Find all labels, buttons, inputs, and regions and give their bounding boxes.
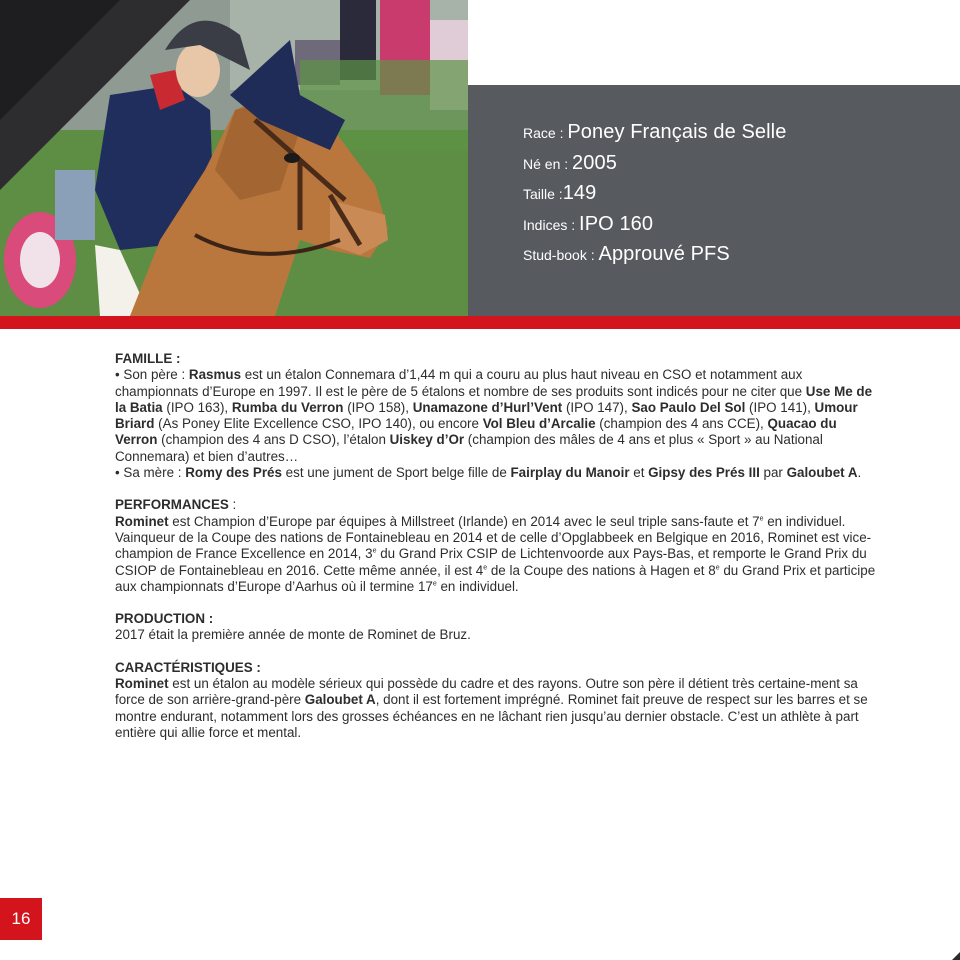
text: : [228, 497, 237, 513]
famille-pere-paragraph [115, 367, 880, 465]
info-label: Né en : [523, 155, 573, 172]
text: (IPO 141), [745, 399, 815, 415]
info-row-height [523, 182, 786, 213]
info-value: 149 [562, 182, 597, 204]
info-label: Race : [523, 125, 568, 141]
red-divider-band [0, 316, 960, 329]
article-body [115, 351, 880, 741]
text: est un étalon Connemara d’1,44 m qui a couru au plus haut niveau en CSO et notamment aux championnats d’Europe en 1997. Il est le père de 5 étalons et nombre de ses produits sont indicés pour ne citer que [115, 367, 806, 399]
production-paragraph: 2017 était la première année de monte de Rominet de Bruz. [115, 627, 471, 643]
heading-text: PERFORMANCES [115, 497, 229, 513]
ordinal-suffix: e [715, 564, 720, 572]
corner-mark [952, 952, 960, 960]
ordinal-suffix: e [483, 564, 488, 572]
performances-heading [115, 497, 880, 513]
text: en individuel. [763, 513, 846, 529]
info-label: Taille : [523, 186, 563, 202]
info-row-indices [523, 213, 786, 244]
ordinal-suffix: e [759, 515, 764, 523]
offspring-name: Vol Bleu d’Arcalie [482, 416, 596, 432]
text: du Grand Prix et participe aux championnats d’Europe d’Aarhus où il termine 17 [115, 562, 876, 594]
text: • Son père : [115, 367, 189, 383]
text: de la Coupe des nations à Hagen et 8 [487, 562, 716, 578]
offspring-name: Use Me de la Batia [115, 383, 873, 415]
text: . [857, 465, 862, 481]
text: , dont il est fortement imprégné. Rominet fait preuve de respect sur les barres et se montre endurant, notamment lors des grosses échéances en ne lâchant rien jusqu’au dernier obstacle. C’est un athlète à part entière qui allie force et mental. [115, 692, 868, 740]
ordinal-suffix: e [372, 547, 377, 555]
caracteristiques-heading: CARACTÉRISTIQUES : [115, 659, 261, 675]
production-heading: PRODUCTION : [115, 611, 214, 627]
horse-info-panel [468, 85, 960, 316]
famille-heading: FAMILLE : [115, 351, 181, 366]
text: est un étalon au modèle sérieux qui possède du cadre et des rayons. Outre son père il détient très certaine-ment sa force de son arrière-grand-père [115, 676, 858, 708]
dam-name: Romy des Prés [185, 465, 282, 481]
sire-name: Rasmus [188, 367, 242, 383]
text: (IPO 147), [562, 399, 632, 415]
performances-paragraph-2 [115, 530, 880, 595]
ancestor-name: Galoubet A [304, 692, 376, 708]
text: est Champion d’Europe par équipes à Millstreet (Irlande) en 2014 avec le seul triple sans-faute et 7 [168, 513, 760, 529]
text: (IPO 163), [162, 399, 232, 415]
offspring-name: Uiskey d’Or [389, 432, 465, 448]
text: est une jument de Sport belge fille de [281, 465, 511, 481]
info-row-race [523, 121, 786, 152]
text: (champion des 4 ans D CSO), l’étalon [157, 432, 390, 448]
text: (As Poney Elite Excellence CSO, IPO 140), ou encore [154, 416, 483, 432]
text: en individuel. [436, 578, 519, 594]
rider-horse-illustration [0, 0, 468, 316]
info-value: Approuvé PFS [598, 243, 730, 265]
info-label: Indices : [523, 216, 580, 233]
info-value: Poney Français de Selle [567, 121, 787, 143]
text: (champion des 4 ans CCE), [595, 416, 768, 432]
text: et [629, 465, 649, 481]
info-value: IPO 160 [579, 212, 654, 235]
caracteristiques-paragraph [115, 676, 880, 741]
offspring-name: Unamazone d’Hurl’Vent [412, 399, 563, 415]
text: • Sa mère : [115, 465, 186, 481]
horse-name: Rominet [115, 513, 169, 529]
text: (champion des mâles de 4 ans et plus « Sport » au National Connemara) et bien d’autres… [115, 432, 823, 464]
famille-mere-paragraph [115, 465, 880, 481]
offspring-name: Sao Paulo Del Sol [631, 399, 746, 415]
ancestor-name: Galoubet A [786, 465, 858, 481]
offspring-name: Umour Briard [115, 399, 858, 432]
ordinal-suffix: e [432, 580, 437, 588]
info-list [523, 121, 786, 274]
info-value: 2005 [572, 151, 617, 174]
text: (IPO 158), [343, 399, 413, 415]
text: par [759, 465, 787, 481]
info-label: Stud-book : [523, 247, 599, 263]
info-row-studbook [523, 243, 786, 274]
horse-name: Rominet [115, 676, 169, 692]
ancestor-name: Gipsy des Prés III [648, 465, 760, 481]
hero-photo [0, 0, 468, 316]
text: du Grand Prix CSIP de Lichtenvoorde aux Pays-Bas, et remporte le Grand Prix du CSIOP de Fontainebleau en 2016. Cette même année, il est 4 [115, 546, 867, 578]
offspring-name: Rumba du Verron [231, 399, 344, 415]
info-row-birth-year [523, 152, 786, 183]
ancestor-name: Fairplay du Manoir [510, 465, 630, 481]
offspring-name: Quacao du Verron [115, 416, 837, 448]
text: Vainqueur de la Coupe des nations de Fontainebleau en 2014 et de celle d’Opglabbeek en Belgique en 2016, Rominet est vice-champion de France Excellence en 2014, 3 [115, 529, 872, 562]
page-number: 16 [0, 898, 42, 940]
performances-paragraph-1 [115, 514, 880, 530]
